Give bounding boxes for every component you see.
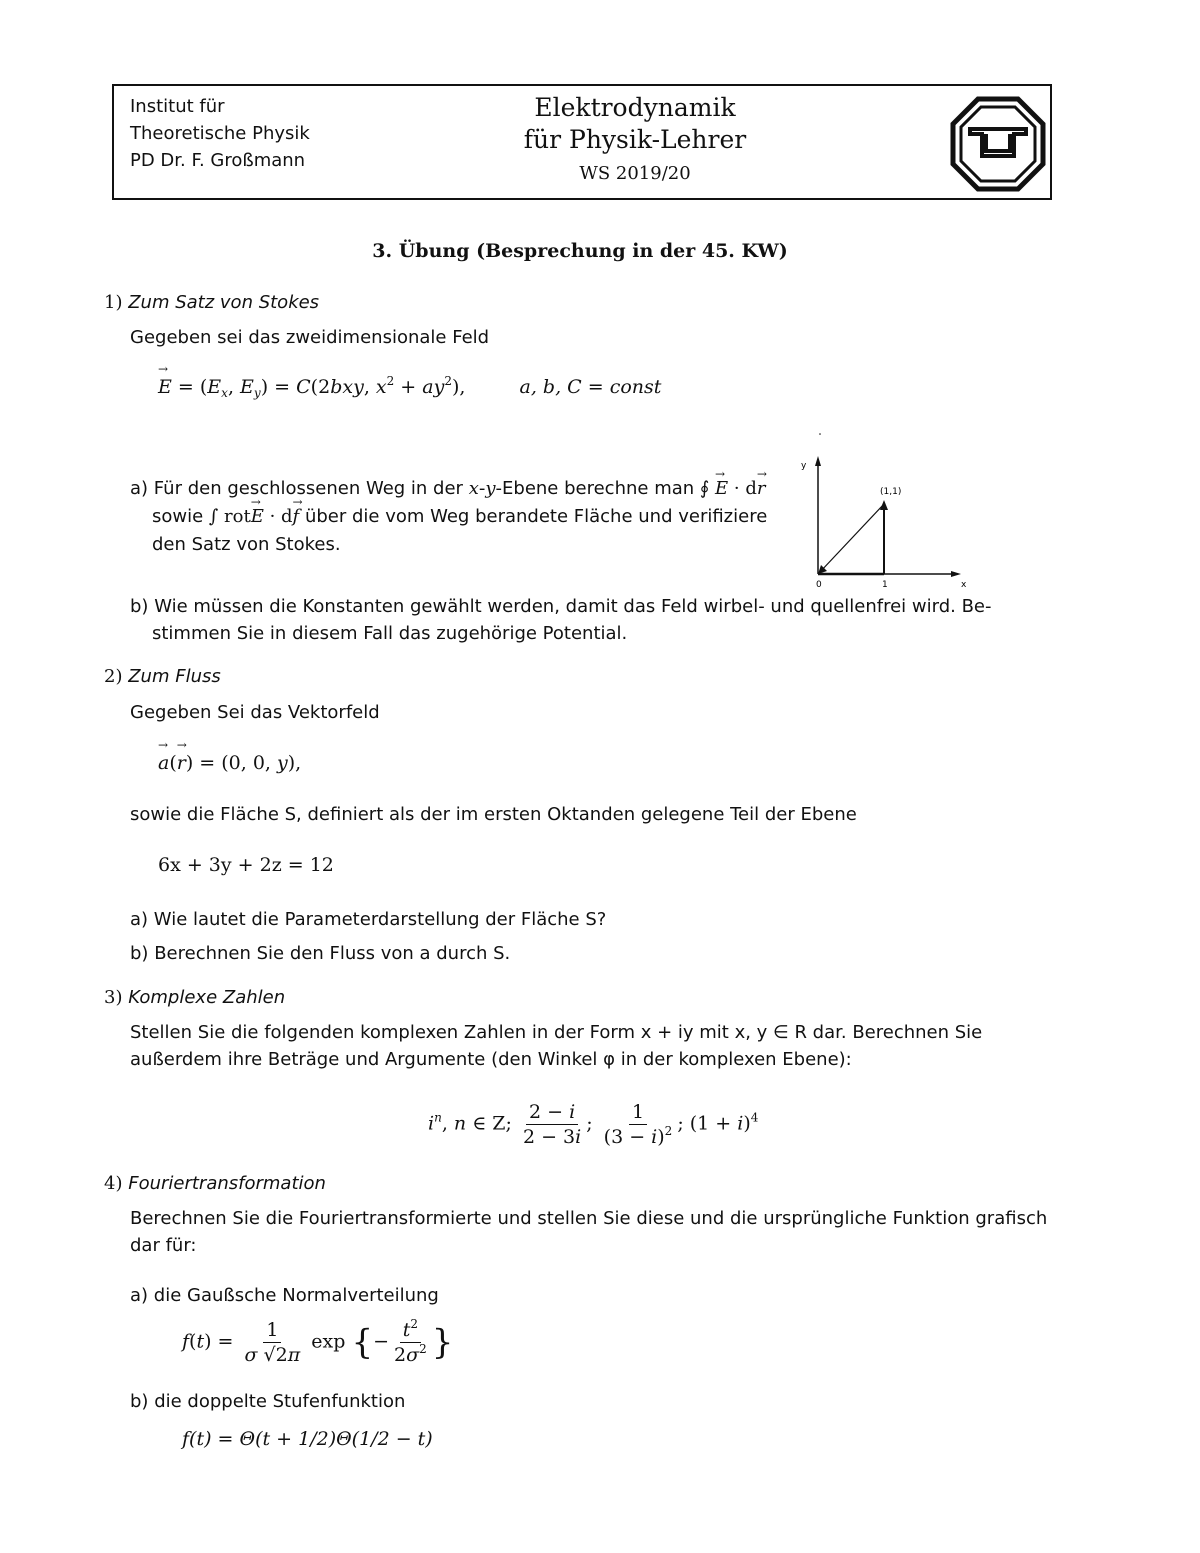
text-part: Für den geschlossenen Weg in der (153, 478, 463, 499)
problem-1-intro: Gegeben sei das zweidimensionale Feld (130, 327, 490, 348)
problem-1a-line1: a) Für den geschlossenen Weg in der x-y-Ebene berechne man ∮ → E · d→ r (130, 475, 765, 502)
const-label: a, b, C = const (519, 376, 662, 398)
point-label: (1,1) (880, 487, 902, 497)
problem-4a (130, 1282, 439, 1309)
problem-2-mid: sowie die Fläche S, definiert als der im ersten Oktanden gelegene Teil der Ebene (130, 804, 857, 825)
problem-number: 1) (104, 292, 123, 313)
problem-3-line2: außerdem ihre Beträge und Argumente (den Winkel φ in der komplexen Ebene): (130, 1049, 852, 1070)
problem-title: Komplexe Zahlen (128, 987, 286, 1008)
problem-title: Zum Satz von Stokes (128, 292, 320, 313)
problem-4-gauss-formula: f(t) = $\frac{1}{\sigma √2\pi}$ exp {− $\frac{t^2}{2\sigma^2}$ } (182, 1317, 454, 1366)
course-title: Elektrodynamik (534, 93, 736, 122)
course-subtitle: für Physik-Lehrer (523, 125, 747, 154)
x-axis-label: x (961, 580, 967, 590)
problem-2b (130, 940, 510, 967)
subproblem-label: b) (130, 943, 149, 964)
problem-number: 3) (104, 987, 123, 1008)
subproblem-label: b) (130, 1391, 149, 1412)
problem-4-heading (104, 1170, 326, 1197)
problem-title: Fouriertransformation (128, 1173, 326, 1194)
path-diagram (798, 432, 974, 592)
subproblem-label: b) (130, 596, 149, 617)
problem-number: 2) (104, 666, 123, 687)
problem-1b-line2: stimmen Sie in diesem Fall das zugehörige Potential. (152, 623, 628, 644)
text-part: -Ebene berechne man (495, 478, 695, 499)
subproblem-label: a) (130, 909, 149, 930)
problem-title: Zum Fluss (128, 666, 221, 687)
problem-3-line1: Stellen Sie die folgenden komplexen Zahlen in der Form x + iy mit x, y ∈ R dar. Berechnen Sie (130, 1022, 983, 1043)
subproblem-label: a) (130, 1285, 149, 1306)
institute-line: Institut für (130, 96, 225, 117)
problem-1b-line1 (130, 593, 992, 620)
problem-4b (130, 1388, 405, 1415)
lecturer-line: PD Dr. F. Großmann (130, 150, 306, 171)
problem-2-plane: 6x + 3y + 2z = 12 (158, 854, 334, 876)
text-part: sowie (152, 506, 204, 527)
sheet-title: 3. Übung (Besprechung in der 45. KW) (372, 240, 788, 262)
origin-label: 0 (816, 580, 822, 590)
text-part: die Gaußsche Normalverteilung (153, 1285, 439, 1306)
problem-2-intro: Gegeben Sei das Vektorfeld (130, 702, 380, 723)
problem-2a (130, 906, 606, 933)
problem-3-complex-numbers: $i^n$, n ∈ Z; $\frac{2 - i}{2 - 3i}$ ; $\frac{1}{(3 - i)^2}$ ; $(1 + i)^4$ (428, 1101, 759, 1148)
problem-4-step-formula: f(t) = Θ(t + 1/2)Θ(1/2 − t) (182, 1428, 433, 1450)
problem-3-heading (104, 984, 285, 1011)
text-part: Wie lautet die Parameterdarstellung der Fläche S? (153, 909, 607, 930)
problem-1-field-formula: → $E = (E_x$, $E_y) = C(2bxy$, $x^2 + ay^2$), a, b, C = const (158, 376, 661, 398)
text-part: Berechnen Sie den Fluss von a durch S. (154, 943, 511, 964)
institute-line: Theoretische Physik (130, 123, 310, 144)
problem-1-heading (104, 289, 319, 316)
university-logo (950, 96, 1046, 192)
x-one-label: 1 (882, 580, 888, 590)
problem-1a-line3: den Satz von Stokes. (152, 534, 341, 555)
text-part: Wie müssen die Konstanten gewählt werden, damit das Feld wirbel- und quellenfrei wird. Be- (154, 596, 992, 617)
problem-4-line1: Berechnen Sie die Fouriertransformierte und stellen Sie diese und die ursprüngliche Funktion grafisch (130, 1208, 1048, 1229)
semester: WS 2019/20 (579, 163, 691, 184)
problem-1a-line2: sowie ∫ rot→ E · d→ f über die vom Weg berandete Fläche und verifiziere (152, 503, 767, 530)
text-part: über die vom Weg berandete Fläche und verifiziere (304, 506, 768, 527)
institute-block (130, 93, 310, 174)
problem-number: 4) (104, 1173, 123, 1194)
subproblem-label: a) (130, 478, 149, 499)
problem-2-heading (104, 663, 221, 690)
problem-4-line2: dar für: (130, 1235, 197, 1256)
problem-2-vector-field: → a(→ r) = (0, 0, y), (158, 752, 301, 774)
text-part: die doppelte Stufenfunktion (154, 1391, 406, 1412)
course-title-block (460, 92, 810, 188)
y-axis-label: y (801, 461, 807, 471)
